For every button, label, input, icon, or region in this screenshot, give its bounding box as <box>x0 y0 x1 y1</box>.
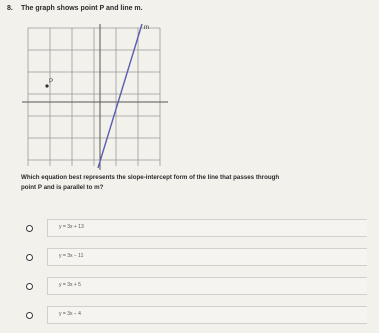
choice-label: y = 3x + 13 <box>59 224 84 230</box>
choice-box[interactable] <box>47 306 367 324</box>
choice-option-2[interactable] <box>26 248 84 266</box>
radio-button-icon[interactable] <box>26 283 33 290</box>
question-text-line-1: Which equation best represents the slope-intercept form of the line that passes through <box>21 174 280 181</box>
graph-grid <box>28 28 160 166</box>
radio-button-icon[interactable] <box>26 312 33 319</box>
question-prompt: The graph shows point P and line m. <box>21 5 143 12</box>
choice-option-1[interactable] <box>26 219 84 237</box>
choice-option-3[interactable] <box>26 277 81 295</box>
line-m-label: m <box>144 25 149 31</box>
choice-box[interactable] <box>47 277 367 295</box>
radio-button-icon[interactable] <box>26 225 33 232</box>
choice-option-4[interactable] <box>26 306 81 324</box>
choice-label: y = 3x − 4 <box>59 311 81 317</box>
radio-button-icon[interactable] <box>26 254 33 261</box>
choice-box[interactable] <box>47 219 367 237</box>
point-p-label: P <box>49 79 54 85</box>
choice-box[interactable] <box>47 248 367 266</box>
question-text <box>21 173 373 193</box>
question-number: 8. <box>7 5 13 12</box>
graph-axes <box>22 24 168 170</box>
choice-label: y = 3x + 5 <box>59 282 81 288</box>
coordinate-graph <box>18 16 178 172</box>
question-text-line-2: point P and is parallel to m? <box>21 184 104 191</box>
line-m <box>98 24 142 168</box>
choice-label: y = 3x − 11 <box>59 253 84 259</box>
